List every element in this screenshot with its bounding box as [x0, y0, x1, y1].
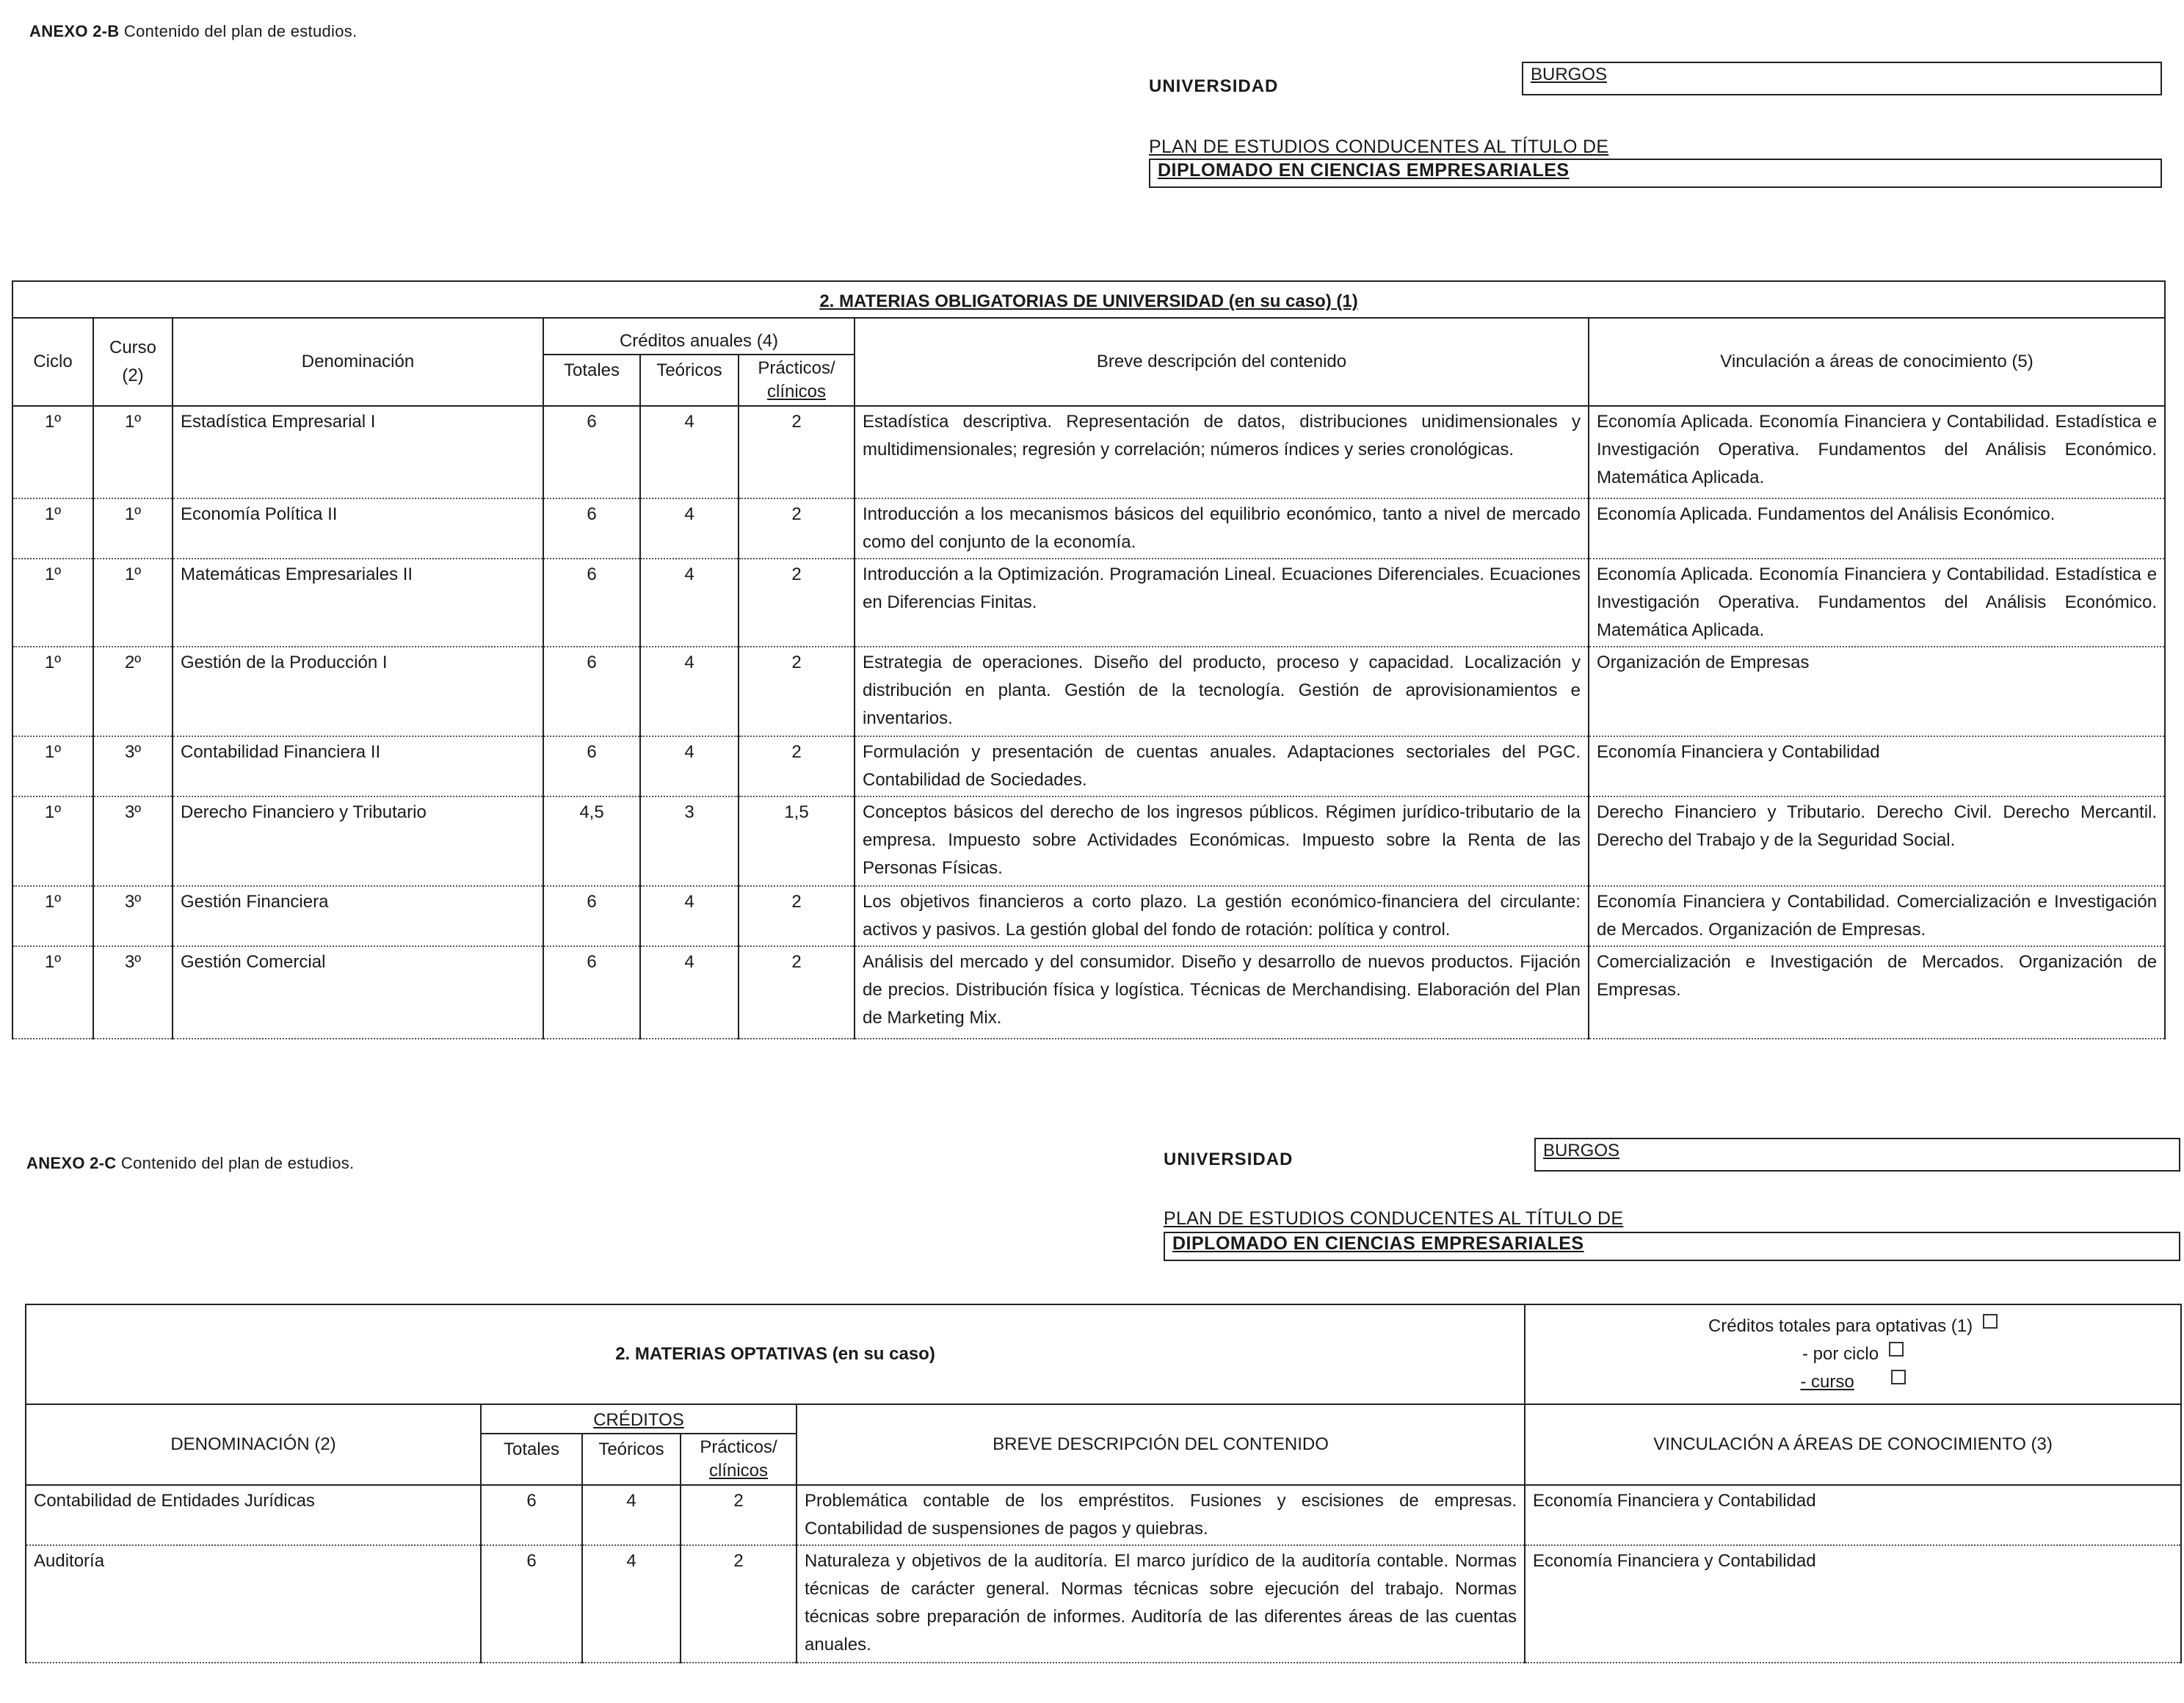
- cell-teoricos: 4: [582, 1545, 681, 1663]
- checkbox-ciclo-icon[interactable]: [1889, 1342, 1904, 1357]
- cell-teoricos: 4: [640, 498, 739, 559]
- annex-c-heading: [26, 1154, 354, 1173]
- cell-denominacion: Economía Política II: [173, 498, 543, 559]
- cell-denominacion: Contabilidad de Entidades Jurídicas: [26, 1485, 481, 1545]
- checkbox-curso-icon[interactable]: [1891, 1370, 1906, 1384]
- cell-descripcion: Problemática contable de los empréstitos. Fusiones y escisiones de empresas. Contabilidad de suspensiones de pagos y quiebras.: [797, 1485, 1525, 1545]
- credits-ciclo-label: - por ciclo: [1802, 1344, 1879, 1364]
- header-denominacion: Denominación: [173, 318, 543, 406]
- cell-descripcion: Introducción a los mecanismos básicos del equilibrio económico, tanto a nivel de mercado como del conjunto de la economía.: [855, 498, 1589, 559]
- cell-totales: 6: [543, 647, 640, 736]
- cell-vinculacion: Derecho Financiero y Tributario. Derecho Civil. Derecho Mercantil. Derecho del Trabajo y de la Seguridad Social.: [1589, 796, 2165, 886]
- cell-descripcion: Introducción a la Optimización. Programación Lineal. Ecuaciones Diferenciales. Ecuaciones en Diferencias Finitas.: [855, 559, 1589, 647]
- cell-denominacion: Gestión de la Producción I: [173, 647, 543, 736]
- cell-curso: 1º: [93, 498, 173, 559]
- credits-total-label: Créditos totales para optativas (1): [1708, 1316, 1973, 1336]
- plan-label-b: PLAN DE ESTUDIOS CONDUCENTES AL TÍTULO DE: [1149, 137, 1609, 157]
- header-curso-label: Curso: [109, 338, 157, 357]
- cell-vinculacion: Economía Financiera y Contabilidad: [1525, 1545, 2181, 1663]
- header-c-vinculacion: VINCULACIÓN A ÁREAS DE CONOCIMIENTO (3): [1525, 1404, 2181, 1485]
- header-c-teoricos: Teóricos: [582, 1434, 681, 1485]
- header-ciclo: Ciclo: [12, 318, 93, 406]
- cell-teoricos: 4: [640, 736, 739, 796]
- credits-ciclo-line: [1533, 1340, 2173, 1368]
- cell-vinculacion: Economía Financiera y Contabilidad: [1525, 1485, 2181, 1545]
- header-c-descripcion: BREVE DESCRIPCIÓN DEL CONTENIDO: [797, 1404, 1525, 1485]
- university-field-c: BURGOS: [1534, 1138, 2180, 1172]
- cell-curso: 1º: [93, 406, 173, 498]
- cell-denominacion: Contabilidad Financiera II: [173, 736, 543, 796]
- header-creditos: Créditos anuales (4): [543, 318, 855, 355]
- cell-descripcion: Estrategia de operaciones. Diseño del producto, proceso y capacidad. Localización y distribución en planta. Gestión de la tecnología. Gestión de aprovisionamientos e inventarios.: [855, 647, 1589, 736]
- cell-vinculacion: Comercialización e Investigación de Mercados. Organización de Empresas.: [1589, 946, 2165, 1039]
- cell-denominacion: Auditoría: [26, 1545, 481, 1663]
- cell-ciclo: 1º: [12, 559, 93, 647]
- table-b-title: [12, 281, 2165, 318]
- plan-label-c: PLAN DE ESTUDIOS CONDUCENTES AL TÍTULO DE: [1164, 1208, 1624, 1229]
- cell-curso: 3º: [93, 736, 173, 796]
- cell-teoricos: 3: [640, 796, 739, 886]
- header-c-denominacion: DENOMINACIÓN (2): [26, 1404, 481, 1485]
- cell-vinculacion: Economía Financiera y Contabilidad: [1589, 736, 2165, 796]
- cell-totales: 6: [543, 559, 640, 647]
- table-row: [12, 498, 2165, 559]
- header-c-practicos-line1: Prácticos/: [700, 1437, 777, 1457]
- cell-practicos: 2: [739, 406, 855, 498]
- cell-descripcion: Análisis del mercado y del consumidor. Diseño y desarrollo de nuevos productos. Fijación de precios. Distribución física y logística. Técnicas de Merchandising. Elaboración del Plan de Marketing Mix.: [855, 946, 1589, 1039]
- cell-curso: 1º: [93, 559, 173, 647]
- cell-vinculacion: Economía Aplicada. Economía Financiera y Contabilidad. Estadística e Investigación Operativa. Fundamentos del Análisis Económico. Matemática Aplicada.: [1589, 559, 2165, 647]
- annex-c-text: Contenido del plan de estudios.: [120, 1154, 355, 1172]
- table-row: [26, 1485, 2181, 1545]
- annex-b-heading: [29, 22, 357, 41]
- header-teoricos: Teóricos: [640, 355, 739, 406]
- cell-practicos: 2: [681, 1485, 797, 1545]
- cell-ciclo: 1º: [12, 647, 93, 736]
- cell-practicos: 2: [739, 736, 855, 796]
- table-row: [12, 406, 2165, 498]
- cell-practicos: 2: [739, 498, 855, 559]
- cell-practicos: 2: [739, 946, 855, 1039]
- university-label-c: UNIVERSIDAD: [1164, 1150, 1294, 1169]
- table-row: [12, 886, 2165, 946]
- annex-c-code: ANEXO 2-C: [26, 1154, 117, 1172]
- header-practicos-line2: clínicos: [766, 382, 827, 402]
- cell-ciclo: 1º: [12, 886, 93, 946]
- cell-practicos: 1,5: [739, 796, 855, 886]
- cell-totales: 6: [543, 406, 640, 498]
- header-curso-note: (2): [122, 366, 144, 385]
- cell-denominacion: Gestión Comercial: [173, 946, 543, 1039]
- cell-descripcion: Naturaleza y objetivos de la auditoría. El marco jurídico de la auditoría contable. Normas técnicas de carácter general. Normas técnicas sobre ejecución del trabajo. Normas técnicas sobre preparación de informes. Auditoría de las diferentes áreas de las cuentas anuales.: [797, 1545, 1525, 1663]
- annex-b-code: ANEXO 2-B: [29, 22, 120, 40]
- checkbox-total-icon[interactable]: [1983, 1314, 1998, 1329]
- cell-denominacion: Gestión Financiera: [173, 886, 543, 946]
- cell-totales: 6: [543, 946, 640, 1039]
- cell-descripcion: Estadística descriptiva. Representación de datos, distribuciones unidimensionales y multidimensionales; regresión y correlación; números índices y series cronológicas.: [855, 406, 1589, 498]
- cell-teoricos: 4: [640, 946, 739, 1039]
- cell-totales: 4,5: [543, 796, 640, 886]
- cell-teoricos: 4: [640, 647, 739, 736]
- credits-curso-line: [1533, 1368, 2173, 1396]
- header-c-creditos: [481, 1404, 797, 1434]
- header-c-practicos: [681, 1434, 797, 1485]
- table-row: [12, 736, 2165, 796]
- credits-total-line: [1533, 1312, 2173, 1340]
- cell-totales: 6: [543, 886, 640, 946]
- credits-curso-label: - curso: [1800, 1372, 1854, 1392]
- optional-subjects-table: [25, 1304, 2182, 1663]
- header-c-creditos-text: CRÉDITOS: [593, 1410, 684, 1430]
- header-vinculacion: Vinculación a áreas de conocimiento (5): [1589, 318, 2165, 406]
- table-row: [12, 647, 2165, 736]
- cell-totales: 6: [543, 498, 640, 559]
- cell-descripcion: Los objetivos financieros a corto plazo. La gestión económico-financiera del circulante: activos y pasivos. La gestión global del fondo de rotación: política y control.: [855, 886, 1589, 946]
- cell-ciclo: 1º: [12, 796, 93, 886]
- header-c-totales: Totales: [481, 1434, 582, 1485]
- cell-teoricos: 4: [640, 406, 739, 498]
- header-practicos-line1: Prácticos/: [758, 358, 835, 378]
- table-row: [12, 796, 2165, 886]
- cell-vinculacion: Economía Aplicada. Fundamentos del Análisis Económico.: [1589, 498, 2165, 559]
- university-field-b: BURGOS: [1522, 62, 2162, 95]
- credits-box: [1525, 1304, 2181, 1404]
- header-totales: Totales: [543, 355, 640, 406]
- cell-curso: 3º: [93, 946, 173, 1039]
- university-label-b: UNIVERSIDAD: [1149, 76, 1279, 96]
- cell-curso: 2º: [93, 647, 173, 736]
- cell-practicos: 2: [739, 886, 855, 946]
- cell-practicos: 2: [681, 1545, 797, 1663]
- cell-vinculacion: Economía Aplicada. Economía Financiera y Contabilidad. Estadística e Investigación Operativa. Fundamentos del Análisis Económico. Matemática Aplicada.: [1589, 406, 2165, 498]
- table-row: [26, 1545, 2181, 1663]
- header-practicos: [739, 355, 855, 406]
- cell-practicos: 2: [739, 559, 855, 647]
- cell-curso: 3º: [93, 886, 173, 946]
- mandatory-subjects-table: [12, 280, 2166, 1039]
- header-c-practicos-line2: clínicos: [708, 1461, 769, 1481]
- cell-vinculacion: Organización de Empresas: [1589, 647, 2165, 736]
- cell-practicos: 2: [739, 647, 855, 736]
- cell-denominacion: Estadística Empresarial I: [173, 406, 543, 498]
- header-curso: [93, 318, 173, 406]
- cell-ciclo: 1º: [12, 946, 93, 1039]
- table-b-title-text: 2. MATERIAS OBLIGATORIAS DE UNIVERSIDAD (en su caso) (1): [819, 291, 1358, 311]
- cell-ciclo: 1º: [12, 498, 93, 559]
- table-c-title: 2. MATERIAS OPTATIVAS (en su caso): [26, 1304, 1525, 1404]
- cell-ciclo: 1º: [12, 406, 93, 498]
- cell-ciclo: 1º: [12, 736, 93, 796]
- header-descripcion: Breve descripción del contenido: [855, 318, 1589, 406]
- table-row: [12, 946, 2165, 1039]
- annex-b-text: Contenido del plan de estudios.: [123, 22, 358, 40]
- plan-title-b: DIPLOMADO EN CIENCIAS EMPRESARIALES: [1149, 159, 2162, 188]
- cell-totales: 6: [481, 1485, 582, 1545]
- cell-denominacion: Matemáticas Empresariales II: [173, 559, 543, 647]
- cell-vinculacion: Economía Financiera y Contabilidad. Comercialización e Investigación de Mercados. Organización de Empresas.: [1589, 886, 2165, 946]
- cell-curso: 3º: [93, 796, 173, 886]
- cell-totales: 6: [543, 736, 640, 796]
- cell-teoricos: 4: [640, 559, 739, 647]
- cell-denominacion: Derecho Financiero y Tributario: [173, 796, 543, 886]
- plan-title-c: DIPLOMADO EN CIENCIAS EMPRESARIALES: [1164, 1232, 2180, 1261]
- cell-teoricos: 4: [640, 886, 739, 946]
- cell-descripcion: Formulación y presentación de cuentas anuales. Adaptaciones sectoriales del PGC. Contabilidad de Sociedades.: [855, 736, 1589, 796]
- table-row: [12, 559, 2165, 647]
- cell-teoricos: 4: [582, 1485, 681, 1545]
- cell-descripcion: Conceptos básicos del derecho de los ingresos públicos. Régimen jurídico-tributario de la empresa. Impuesto sobre Actividades Económicas. Impuesto sobre la Renta de las Personas Físicas.: [855, 796, 1589, 886]
- cell-totales: 6: [481, 1545, 582, 1663]
